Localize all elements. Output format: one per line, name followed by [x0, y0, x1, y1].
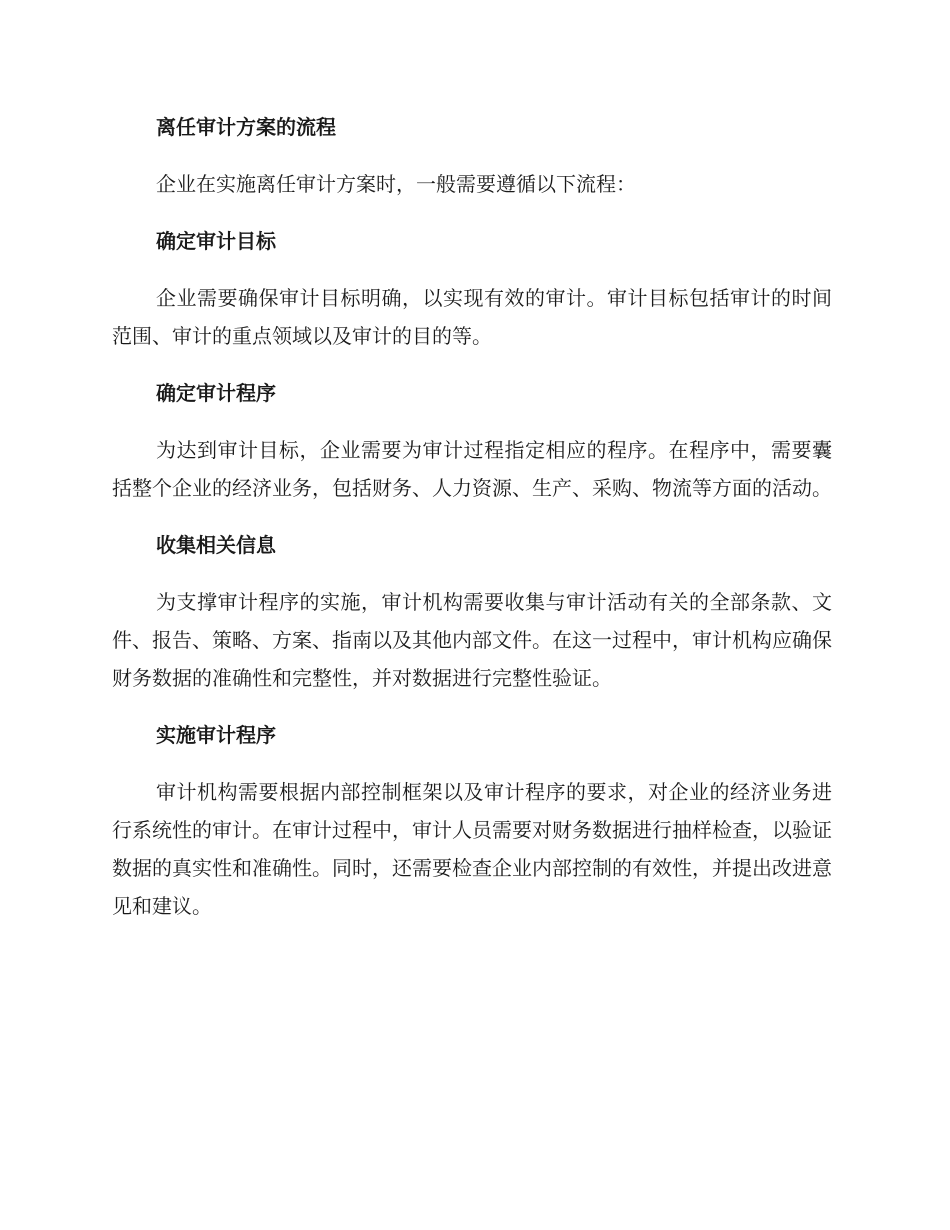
paragraph: 为支撑审计程序的实施，审计机构需要收集与审计活动有关的全部条款、文件、报告、策略、方案、指南以及其他内部文件。在这一过程中，审计机构应确保财务数据的准确性和完整性，并对数据进行完整性验证。: [112, 590, 832, 690]
section-heading: 收集相关信息: [156, 533, 276, 557]
paragraph: 审计机构需要根据内部控制框架以及审计程序的要求，对企业的经济业务进行系统性的审计。在审计过程中，审计人员需要对财务数据进行抽样检查，以验证数据的真实性和准确性。同时，还需要检查企业内部控制的有效性，并提出改进意见和建议。: [112, 780, 832, 918]
section-heading: 确定审计目标: [156, 229, 276, 253]
paragraph: 为达到审计目标，企业需要为审计过程指定相应的程序。在程序中，需要囊括整个企业的经济业务，包括财务、人力资源、生产、采购、物流等方面的活动。: [112, 438, 832, 500]
paragraph: 企业在实施离任审计方案时，一般需要遵循以下流程：: [156, 172, 636, 196]
section-heading: 实施审计程序: [156, 723, 276, 747]
document-body: [112, 110, 832, 946]
section-heading: 确定审计程序: [156, 381, 276, 405]
section-heading: 离任审计方案的流程: [156, 115, 336, 139]
paragraph: 企业需要确保审计目标明确，以实现有效的审计。审计目标包括审计的时间范围、审计的重点领域以及审计的目的等。: [112, 286, 832, 348]
